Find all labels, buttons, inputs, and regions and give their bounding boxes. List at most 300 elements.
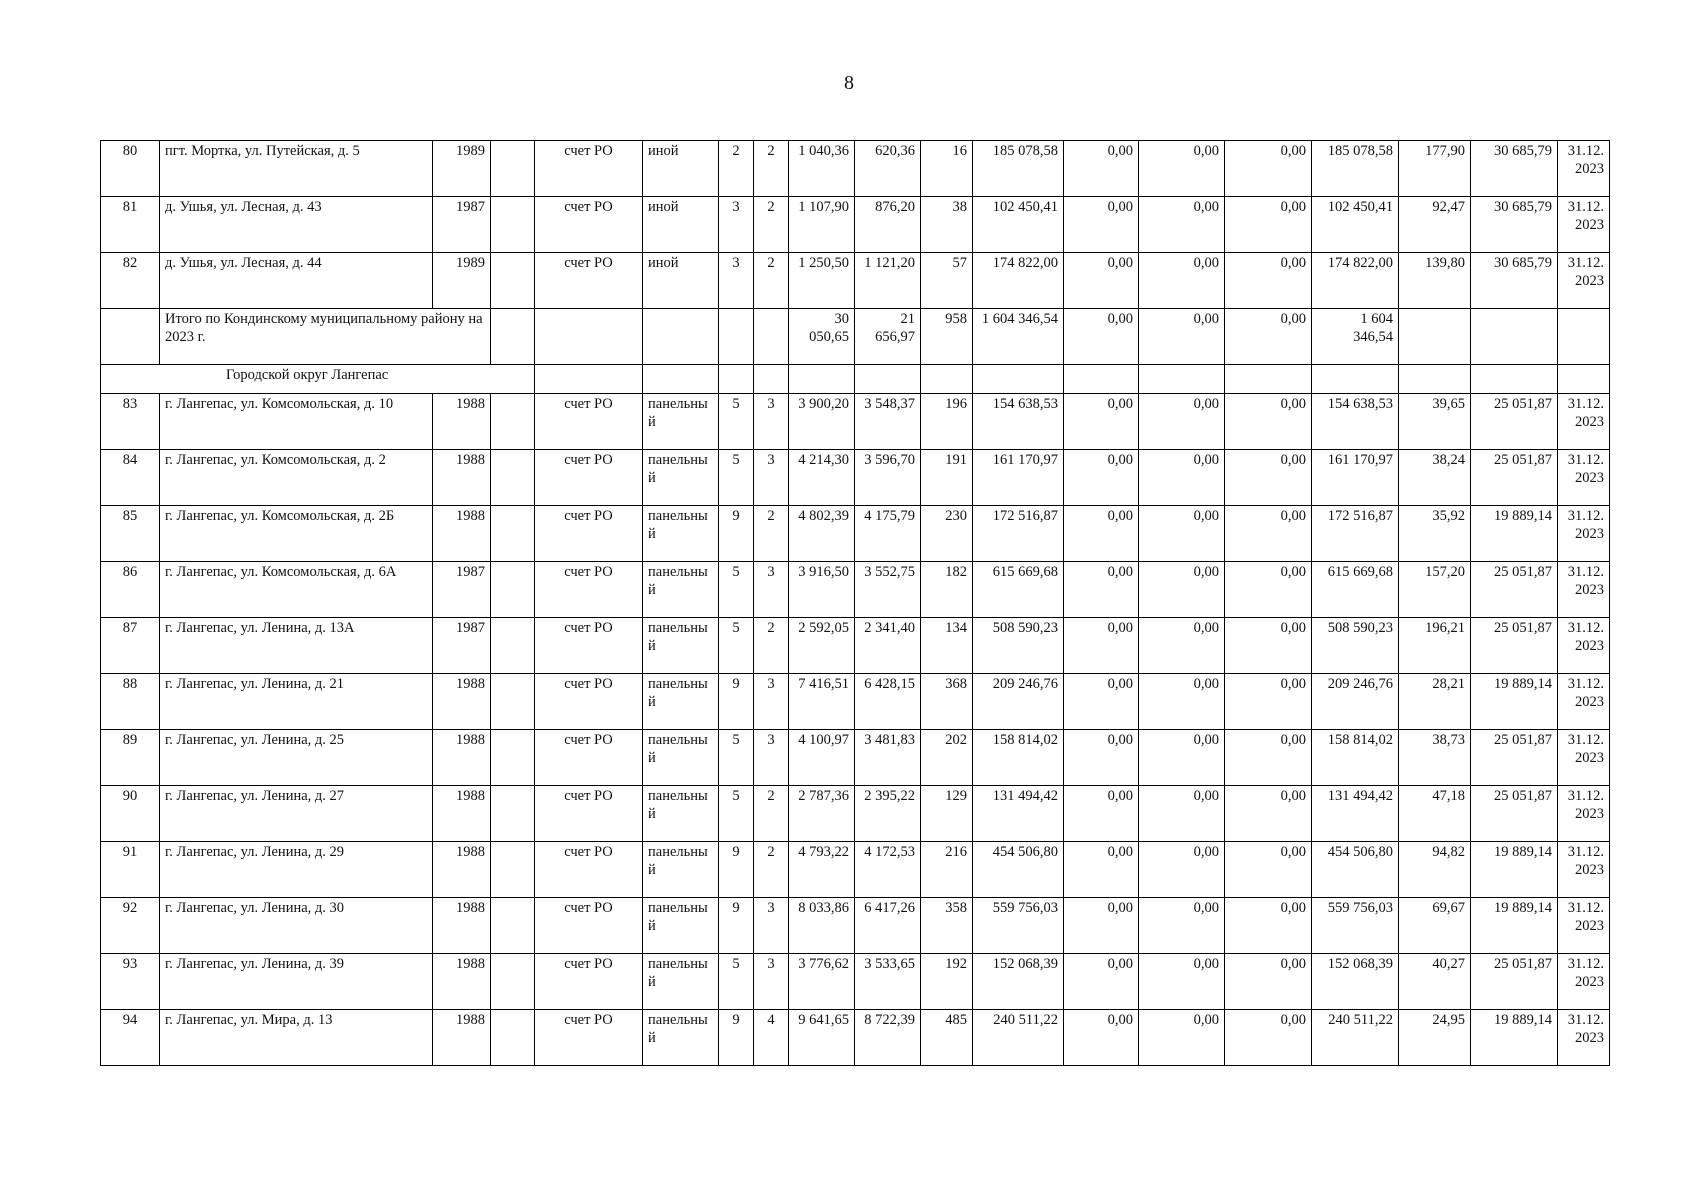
people-cell: 182: [921, 562, 973, 618]
fund-cell: счет РО: [535, 618, 643, 674]
people-cell: 230: [921, 506, 973, 562]
living-area-cell: 6 428,15: [855, 674, 921, 730]
date-cell: 31.12.2023: [1558, 730, 1610, 786]
floors-cell: 3: [719, 197, 754, 253]
limit-cost-cell: 25 051,87: [1471, 394, 1558, 450]
date-cell: 31.12.2023: [1558, 898, 1610, 954]
floors-cell: 5: [719, 954, 754, 1010]
area-cell: 3 916,50: [789, 562, 855, 618]
limit-cost-cell: 25 051,87: [1471, 562, 1558, 618]
total-cell: 161 170,97: [1312, 450, 1399, 506]
fund-cell: счет РО: [535, 394, 643, 450]
entrances-cell: 3: [754, 674, 789, 730]
fund-1-cell: 0,00: [1064, 450, 1139, 506]
row-number: 80: [101, 141, 160, 197]
subtotal-cost: 1 604 346,54: [973, 309, 1064, 365]
fund-1-cell: 0,00: [1064, 898, 1139, 954]
fund-cell: счет РО: [535, 954, 643, 1010]
subtotal-row: [101, 309, 1610, 365]
table-row: [101, 842, 1610, 898]
table-row: [101, 730, 1610, 786]
people-cell: 358: [921, 898, 973, 954]
area-cell: 3 900,20: [789, 394, 855, 450]
table-row: [101, 1010, 1610, 1066]
extra-cell: [491, 674, 535, 730]
row-number: 87: [101, 618, 160, 674]
row-number: 86: [101, 562, 160, 618]
people-cell: 192: [921, 954, 973, 1010]
year-cell: 1988: [433, 954, 491, 1010]
entrances-cell: 2: [754, 253, 789, 309]
subtotal-fund-2: 0,00: [1139, 309, 1225, 365]
material-cell: панельный: [643, 786, 719, 842]
row-number: 88: [101, 674, 160, 730]
people-cell: 368: [921, 674, 973, 730]
people-cell: 38: [921, 197, 973, 253]
extra-cell: [491, 141, 535, 197]
unit-cost-cell: 38,73: [1399, 730, 1471, 786]
cost-cell: 154 638,53: [973, 394, 1064, 450]
total-cell: 559 756,03: [1312, 898, 1399, 954]
table-row: [101, 394, 1610, 450]
total-cell: 454 506,80: [1312, 842, 1399, 898]
fund-3-cell: 0,00: [1225, 786, 1312, 842]
year-cell: 1988: [433, 674, 491, 730]
unit-cost-cell: 196,21: [1399, 618, 1471, 674]
address-cell: г. Лангепас, ул. Комсомольская, д. 2Б: [160, 506, 433, 562]
fund-3-cell: 0,00: [1225, 898, 1312, 954]
fund-cell: счет РО: [535, 253, 643, 309]
unit-cost-cell: 39,65: [1399, 394, 1471, 450]
floors-cell: 5: [719, 394, 754, 450]
date-cell: 31.12.2023: [1558, 506, 1610, 562]
date-cell: 31.12.2023: [1558, 141, 1610, 197]
fund-3-cell: 0,00: [1225, 197, 1312, 253]
address-cell: г. Лангепас, ул. Комсомольская, д. 10: [160, 394, 433, 450]
floors-cell: 9: [719, 1010, 754, 1066]
material-cell: панельный: [643, 506, 719, 562]
unit-cost-cell: 35,92: [1399, 506, 1471, 562]
limit-cost-cell: 30 685,79: [1471, 253, 1558, 309]
material-cell: панельный: [643, 898, 719, 954]
living-area-cell: 2 395,22: [855, 786, 921, 842]
row-number: 84: [101, 450, 160, 506]
fund-3-cell: 0,00: [1225, 618, 1312, 674]
extra-cell: [491, 253, 535, 309]
people-cell: 202: [921, 730, 973, 786]
entrances-cell: 3: [754, 954, 789, 1010]
date-cell: 31.12.2023: [1558, 562, 1610, 618]
area-cell: 7 416,51: [789, 674, 855, 730]
fund-3-cell: 0,00: [1225, 1010, 1312, 1066]
living-area-cell: 620,36: [855, 141, 921, 197]
date-cell: 31.12.2023: [1558, 786, 1610, 842]
entrances-cell: 3: [754, 394, 789, 450]
fund-cell: счет РО: [535, 141, 643, 197]
table-row: [101, 450, 1610, 506]
living-area-cell: 3 552,75: [855, 562, 921, 618]
fund-cell: счет РО: [535, 842, 643, 898]
floors-cell: 5: [719, 618, 754, 674]
extra-cell: [491, 954, 535, 1010]
row-number: 90: [101, 786, 160, 842]
living-area-cell: 2 341,40: [855, 618, 921, 674]
limit-cost-cell: 19 889,14: [1471, 506, 1558, 562]
row-number: 91: [101, 842, 160, 898]
unit-cost-cell: 177,90: [1399, 141, 1471, 197]
living-area-cell: 3 481,83: [855, 730, 921, 786]
total-cell: 158 814,02: [1312, 730, 1399, 786]
fund-1-cell: 0,00: [1064, 618, 1139, 674]
area-cell: 1 250,50: [789, 253, 855, 309]
row-number: 83: [101, 394, 160, 450]
year-cell: 1989: [433, 141, 491, 197]
extra-cell: [491, 618, 535, 674]
year-cell: 1987: [433, 562, 491, 618]
fund-3-cell: 0,00: [1225, 253, 1312, 309]
fund-2-cell: 0,00: [1139, 730, 1225, 786]
fund-2-cell: 0,00: [1139, 141, 1225, 197]
cost-cell: 508 590,23: [973, 618, 1064, 674]
cost-cell: 152 068,39: [973, 954, 1064, 1010]
people-cell: 129: [921, 786, 973, 842]
fund-3-cell: 0,00: [1225, 394, 1312, 450]
entrances-cell: 3: [754, 730, 789, 786]
fund-cell: счет РО: [535, 1010, 643, 1066]
page-number: 8: [844, 72, 854, 94]
date-cell: 31.12.2023: [1558, 618, 1610, 674]
year-cell: 1987: [433, 197, 491, 253]
total-cell: 508 590,23: [1312, 618, 1399, 674]
unit-cost-cell: 69,67: [1399, 898, 1471, 954]
table-row: [101, 506, 1610, 562]
unit-cost-cell: 92,47: [1399, 197, 1471, 253]
fund-3-cell: 0,00: [1225, 506, 1312, 562]
fund-1-cell: 0,00: [1064, 197, 1139, 253]
people-cell: 485: [921, 1010, 973, 1066]
floors-cell: 9: [719, 506, 754, 562]
fund-1-cell: 0,00: [1064, 394, 1139, 450]
cost-cell: 240 511,22: [973, 1010, 1064, 1066]
people-cell: 191: [921, 450, 973, 506]
date-cell: 31.12.2023: [1558, 954, 1610, 1010]
limit-cost-cell: 25 051,87: [1471, 786, 1558, 842]
fund-1-cell: 0,00: [1064, 562, 1139, 618]
total-cell: 131 494,42: [1312, 786, 1399, 842]
address-cell: г. Лангепас, ул. Ленина, д. 27: [160, 786, 433, 842]
area-cell: 4 214,30: [789, 450, 855, 506]
address-cell: г. Лангепас, ул. Ленина, д. 29: [160, 842, 433, 898]
fund-cell: счет РО: [535, 450, 643, 506]
year-cell: 1988: [433, 394, 491, 450]
material-cell: панельный: [643, 618, 719, 674]
total-cell: 172 516,87: [1312, 506, 1399, 562]
limit-cost-cell: 25 051,87: [1471, 618, 1558, 674]
area-cell: 1 107,90: [789, 197, 855, 253]
unit-cost-cell: 139,80: [1399, 253, 1471, 309]
fund-cell: счет РО: [535, 786, 643, 842]
material-cell: панельный: [643, 730, 719, 786]
address-cell: г. Лангепас, ул. Мира, д. 13: [160, 1010, 433, 1066]
material-cell: иной: [643, 141, 719, 197]
people-cell: 57: [921, 253, 973, 309]
address-cell: г. Лангепас, ул. Ленина, д. 30: [160, 898, 433, 954]
fund-2-cell: 0,00: [1139, 618, 1225, 674]
total-cell: 615 669,68: [1312, 562, 1399, 618]
extra-cell: [491, 898, 535, 954]
year-cell: 1988: [433, 898, 491, 954]
subtotal-label: Итого по Кондинскому муниципальному району на 2023 г.: [160, 309, 491, 365]
fund-1-cell: 0,00: [1064, 141, 1139, 197]
people-cell: 216: [921, 842, 973, 898]
entrances-cell: 4: [754, 1010, 789, 1066]
fund-1-cell: 0,00: [1064, 730, 1139, 786]
extra-cell: [491, 394, 535, 450]
extra-cell: [491, 197, 535, 253]
people-cell: 196: [921, 394, 973, 450]
fund-2-cell: 0,00: [1139, 450, 1225, 506]
address-cell: г. Лангепас, ул. Ленина, д. 21: [160, 674, 433, 730]
living-area-cell: 4 175,79: [855, 506, 921, 562]
table-row: [101, 786, 1610, 842]
floors-cell: 5: [719, 562, 754, 618]
floors-cell: 5: [719, 786, 754, 842]
address-cell: г. Лангепас, ул. Комсомольская, д. 2: [160, 450, 433, 506]
cost-cell: 615 669,68: [973, 562, 1064, 618]
year-cell: 1988: [433, 506, 491, 562]
date-cell: 31.12.2023: [1558, 674, 1610, 730]
fund-cell: счет РО: [535, 898, 643, 954]
year-cell: 1988: [433, 842, 491, 898]
extra-cell: [491, 506, 535, 562]
cost-cell: 185 078,58: [973, 141, 1064, 197]
subtotal-fund-3: 0,00: [1225, 309, 1312, 365]
area-cell: 9 641,65: [789, 1010, 855, 1066]
extra-cell: [491, 786, 535, 842]
fund-3-cell: 0,00: [1225, 450, 1312, 506]
extra-cell: [491, 562, 535, 618]
entrances-cell: 3: [754, 562, 789, 618]
year-cell: 1989: [433, 253, 491, 309]
extra-cell: [491, 842, 535, 898]
limit-cost-cell: 25 051,87: [1471, 730, 1558, 786]
entrances-cell: 2: [754, 786, 789, 842]
fund-1-cell: 0,00: [1064, 674, 1139, 730]
fund-cell: счет РО: [535, 674, 643, 730]
fund-1-cell: 0,00: [1064, 954, 1139, 1010]
section-row: [101, 365, 1610, 394]
year-cell: 1988: [433, 730, 491, 786]
fund-1-cell: 0,00: [1064, 842, 1139, 898]
material-cell: панельный: [643, 562, 719, 618]
fund-2-cell: 0,00: [1139, 197, 1225, 253]
limit-cost-cell: 19 889,14: [1471, 674, 1558, 730]
extra-cell: [491, 1010, 535, 1066]
limit-cost-cell: 19 889,14: [1471, 1010, 1558, 1066]
fund-3-cell: 0,00: [1225, 562, 1312, 618]
fund-2-cell: 0,00: [1139, 394, 1225, 450]
area-cell: 4 793,22: [789, 842, 855, 898]
floors-cell: 9: [719, 842, 754, 898]
capital-repair-table: [100, 140, 1610, 1066]
entrances-cell: 3: [754, 450, 789, 506]
fund-2-cell: 0,00: [1139, 786, 1225, 842]
total-cell: 152 068,39: [1312, 954, 1399, 1010]
limit-cost-cell: 25 051,87: [1471, 954, 1558, 1010]
floors-cell: 9: [719, 898, 754, 954]
subtotal-people: 958: [921, 309, 973, 365]
fund-cell: счет РО: [535, 730, 643, 786]
row-number: 85: [101, 506, 160, 562]
fund-2-cell: 0,00: [1139, 898, 1225, 954]
cost-cell: 102 450,41: [973, 197, 1064, 253]
fund-2-cell: 0,00: [1139, 562, 1225, 618]
area-cell: 4 802,39: [789, 506, 855, 562]
floors-cell: 3: [719, 253, 754, 309]
fund-1-cell: 0,00: [1064, 1010, 1139, 1066]
fund-2-cell: 0,00: [1139, 954, 1225, 1010]
cost-cell: 158 814,02: [973, 730, 1064, 786]
area-cell: 4 100,97: [789, 730, 855, 786]
cost-cell: 209 246,76: [973, 674, 1064, 730]
entrances-cell: 2: [754, 197, 789, 253]
fund-3-cell: 0,00: [1225, 674, 1312, 730]
table-row: [101, 141, 1610, 197]
fund-2-cell: 0,00: [1139, 506, 1225, 562]
address-cell: д. Ушья, ул. Лесная, д. 43: [160, 197, 433, 253]
total-cell: 240 511,22: [1312, 1010, 1399, 1066]
fund-2-cell: 0,00: [1139, 253, 1225, 309]
living-area-cell: 1 121,20: [855, 253, 921, 309]
row-number: 93: [101, 954, 160, 1010]
fund-cell: счет РО: [535, 506, 643, 562]
fund-1-cell: 0,00: [1064, 506, 1139, 562]
row-number: 81: [101, 197, 160, 253]
cost-cell: 131 494,42: [973, 786, 1064, 842]
address-cell: г. Лангепас, ул. Ленина, д. 25: [160, 730, 433, 786]
total-cell: 102 450,41: [1312, 197, 1399, 253]
address-cell: пгт. Мортка, ул. Путейская, д. 5: [160, 141, 433, 197]
unit-cost-cell: 94,82: [1399, 842, 1471, 898]
material-cell: иной: [643, 197, 719, 253]
living-area-cell: 3 596,70: [855, 450, 921, 506]
limit-cost-cell: 25 051,87: [1471, 450, 1558, 506]
material-cell: панельный: [643, 394, 719, 450]
limit-cost-cell: 30 685,79: [1471, 197, 1558, 253]
people-cell: 134: [921, 618, 973, 674]
fund-3-cell: 0,00: [1225, 954, 1312, 1010]
extra-cell: [491, 730, 535, 786]
subtotal-total: 1 604 346,54: [1312, 309, 1399, 365]
living-area-cell: 3 533,65: [855, 954, 921, 1010]
floors-cell: 2: [719, 141, 754, 197]
material-cell: панельный: [643, 1010, 719, 1066]
year-cell: 1988: [433, 450, 491, 506]
table-row: [101, 618, 1610, 674]
extra-cell: [491, 450, 535, 506]
living-area-cell: 3 548,37: [855, 394, 921, 450]
fund-3-cell: 0,00: [1225, 730, 1312, 786]
address-cell: д. Ушья, ул. Лесная, д. 44: [160, 253, 433, 309]
row-number: 82: [101, 253, 160, 309]
living-area-cell: 8 722,39: [855, 1010, 921, 1066]
fund-cell: счет РО: [535, 197, 643, 253]
cost-cell: 454 506,80: [973, 842, 1064, 898]
total-cell: 185 078,58: [1312, 141, 1399, 197]
material-cell: панельный: [643, 954, 719, 1010]
table-row: [101, 197, 1610, 253]
cost-cell: 559 756,03: [973, 898, 1064, 954]
unit-cost-cell: 157,20: [1399, 562, 1471, 618]
table-row: [101, 253, 1610, 309]
material-cell: иной: [643, 253, 719, 309]
date-cell: 31.12.2023: [1558, 394, 1610, 450]
area-cell: 8 033,86: [789, 898, 855, 954]
table-row: [101, 954, 1610, 1010]
floors-cell: 5: [719, 730, 754, 786]
floors-cell: 9: [719, 674, 754, 730]
table-row: [101, 674, 1610, 730]
table-row: [101, 562, 1610, 618]
row-number: 89: [101, 730, 160, 786]
area-cell: 3 776,62: [789, 954, 855, 1010]
address-cell: г. Лангепас, ул. Ленина, д. 13А: [160, 618, 433, 674]
living-area-cell: 6 417,26: [855, 898, 921, 954]
area-cell: 2 592,05: [789, 618, 855, 674]
total-cell: 209 246,76: [1312, 674, 1399, 730]
date-cell: 31.12.2023: [1558, 842, 1610, 898]
section-label: Городской округ Лангепас: [101, 365, 535, 394]
entrances-cell: 2: [754, 141, 789, 197]
cost-cell: 161 170,97: [973, 450, 1064, 506]
area-cell: 2 787,36: [789, 786, 855, 842]
fund-cell: счет РО: [535, 562, 643, 618]
entrances-cell: 2: [754, 842, 789, 898]
cost-cell: 172 516,87: [973, 506, 1064, 562]
date-cell: 31.12.2023: [1558, 253, 1610, 309]
date-cell: 31.12.2023: [1558, 450, 1610, 506]
total-cell: 154 638,53: [1312, 394, 1399, 450]
unit-cost-cell: 38,24: [1399, 450, 1471, 506]
subtotal-area: 30 050,65: [789, 309, 855, 365]
fund-1-cell: 0,00: [1064, 786, 1139, 842]
fund-1-cell: 0,00: [1064, 253, 1139, 309]
unit-cost-cell: 47,18: [1399, 786, 1471, 842]
fund-3-cell: 0,00: [1225, 842, 1312, 898]
entrances-cell: 2: [754, 618, 789, 674]
limit-cost-cell: 19 889,14: [1471, 842, 1558, 898]
row-number: 92: [101, 898, 160, 954]
limit-cost-cell: 30 685,79: [1471, 141, 1558, 197]
unit-cost-cell: 28,21: [1399, 674, 1471, 730]
year-cell: 1987: [433, 618, 491, 674]
fund-2-cell: 0,00: [1139, 1010, 1225, 1066]
unit-cost-cell: 40,27: [1399, 954, 1471, 1010]
cost-cell: 174 822,00: [973, 253, 1064, 309]
fund-2-cell: 0,00: [1139, 842, 1225, 898]
living-area-cell: 4 172,53: [855, 842, 921, 898]
address-cell: г. Лангепас, ул. Комсомольская, д. 6А: [160, 562, 433, 618]
limit-cost-cell: 19 889,14: [1471, 898, 1558, 954]
fund-3-cell: 0,00: [1225, 141, 1312, 197]
date-cell: 31.12.2023: [1558, 1010, 1610, 1066]
year-cell: 1988: [433, 786, 491, 842]
material-cell: панельный: [643, 450, 719, 506]
material-cell: панельный: [643, 674, 719, 730]
living-area-cell: 876,20: [855, 197, 921, 253]
date-cell: 31.12.2023: [1558, 197, 1610, 253]
floors-cell: 5: [719, 450, 754, 506]
